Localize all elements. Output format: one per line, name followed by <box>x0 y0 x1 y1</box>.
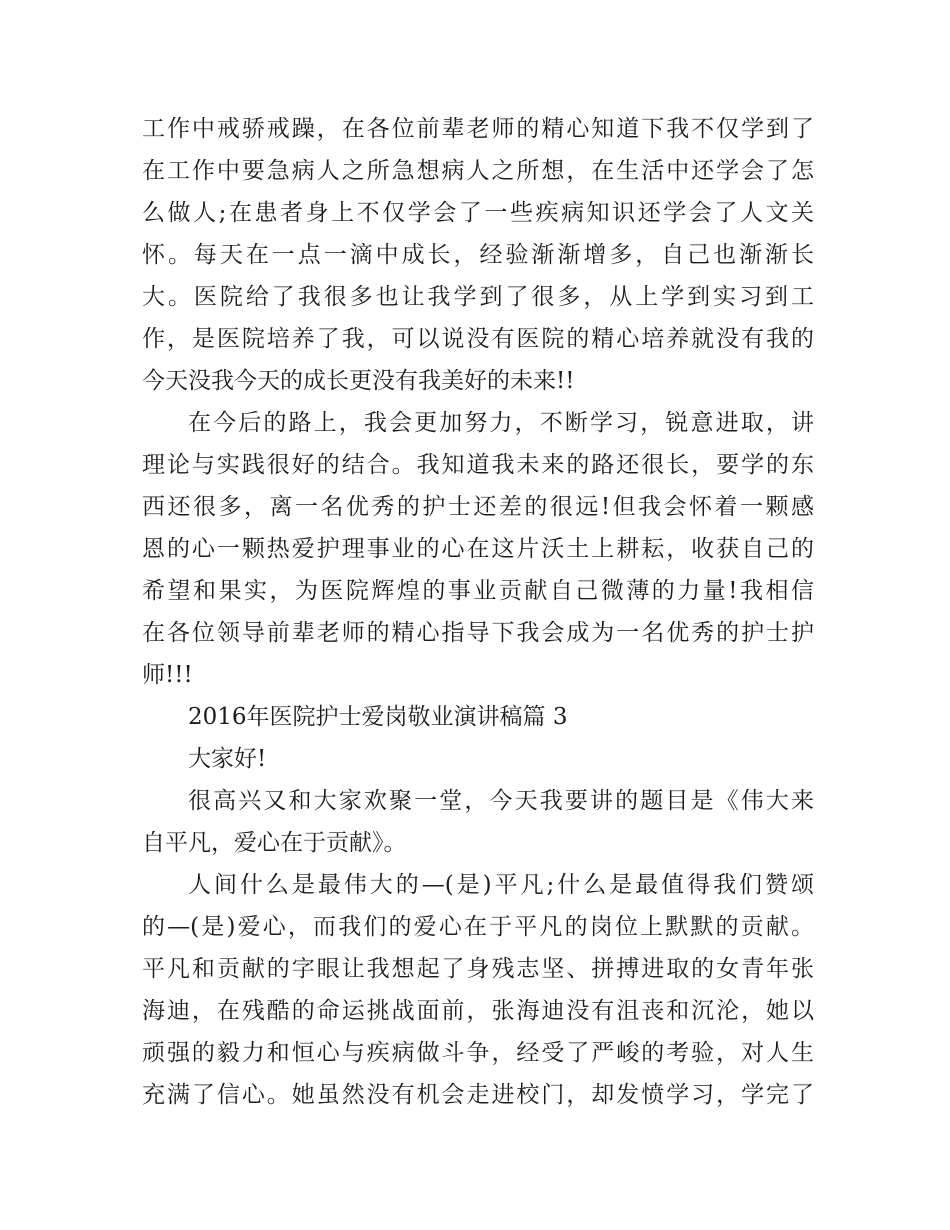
greeting: 大家好! <box>188 746 267 772</box>
text-line: 作，是医院培养了我，可以说没有医院的精心培养就没有我的 <box>142 326 814 352</box>
text-line: 西还很多，离一名优秀的护士还差的很远!但我会怀着一颗感 <box>142 494 814 520</box>
text-line: 的—(是)爱心，而我们的爱心在于平凡的岗位上默默的贡献。 <box>142 914 814 940</box>
text-line: 今天没我今天的成长更没有我美好的未来!! <box>142 368 575 394</box>
text-line: 在今后的路上，我会更加努力，不断学习，锐意进取，讲 <box>188 410 814 436</box>
text-line: 工作中戒骄戒躁，在各位前辈老师的精心知道下我不仅学到了 <box>142 116 814 142</box>
text-line: 人间什么是最伟大的—(是)平凡;什么是最值得我们赞颂 <box>188 872 814 898</box>
text-line: 师!!! <box>142 662 193 688</box>
text-line: 很高兴又和大家欢聚一堂，今天我要讲的题目是《伟大来 <box>188 788 814 814</box>
text-line: 在各位领导前辈老师的精心指导下我会成为一名优秀的护士护 <box>142 620 814 646</box>
text-line: 理论与实践很好的结合。我知道我未来的路还很长，要学的东 <box>142 452 814 478</box>
text-line: 恩的心一颗热爱护理事业的心在这片沃土上耕耘，收获自己的 <box>142 536 814 562</box>
text-line: 自平凡，爱心在于贡献》。 <box>142 830 407 856</box>
speech-text <box>142 108 814 1116</box>
text-line: 么做人;在患者身上不仅学会了一些疾病知识还学会了人文关 <box>142 200 814 226</box>
text-line: 在工作中要急病人之所急想病人之所想，在生活中还学会了怎 <box>142 158 814 184</box>
text-line: 希望和果实，为医院辉煌的事业贡献自己微薄的力量!我相信 <box>142 578 814 604</box>
text-line: 海迪，在残酷的命运挑战面前，张海迪没有沮丧和沉沦，她以 <box>142 998 814 1024</box>
text-line: 顽强的毅力和恒心与疾病做斗争，经受了严峻的考验，对人生 <box>142 1040 814 1066</box>
text-line: 平凡和贡献的字眼让我想起了身残志坚、拼搏进取的女青年张 <box>142 956 814 982</box>
text-line: 大。医院给了我很多也让我学到了很多，从上学到实习到工 <box>142 284 814 310</box>
text-line: 充满了信心。她虽然没有机会走进校门，却发愤学习，学完了 <box>142 1082 814 1108</box>
text-line: 怀。每天在一点一滴中成长，经验渐渐增多，自己也渐渐长 <box>142 242 814 268</box>
section-heading: 2016年医院护士爱岗敬业演讲稿篇 3 <box>188 704 568 730</box>
